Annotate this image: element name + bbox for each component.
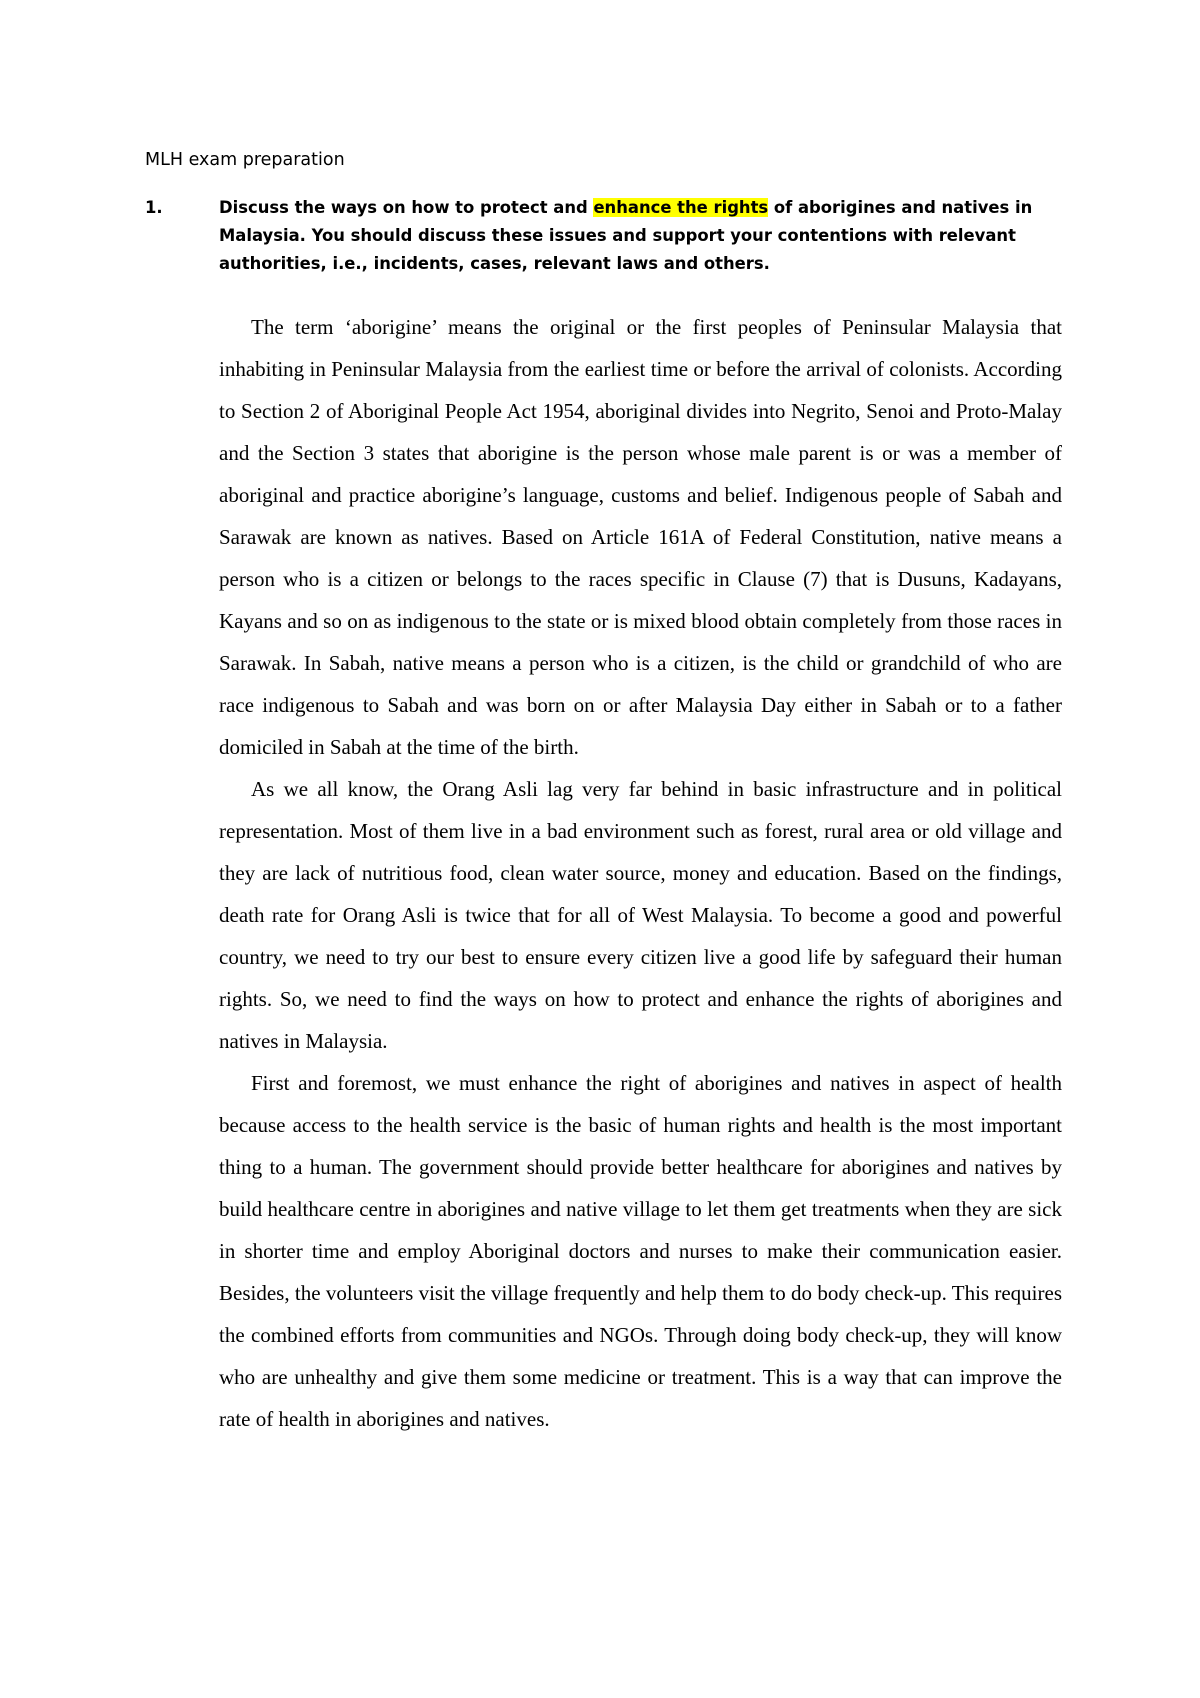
question-number: 1.: [145, 198, 163, 217]
document-heading: MLH exam preparation: [145, 150, 345, 170]
highlighted-phrase: enhance the rights: [593, 198, 769, 217]
question-text: [219, 194, 1037, 278]
question-text-end: of aborigines and natives in Malaysia. You should discuss these issues and support your contentions with relevant authorities, i.e., incidents, cases, relevant laws and others.: [219, 198, 1033, 273]
paragraph-health: First and foremost, we must enhance the right of aborigines and natives in aspect of health because access to the health service is the basic of human rights and health is the most important thing to a human. The government should provide better healthcare for aborigines and natives by build healthcare centre in aborigines and native village to let them get treatments when they are sick in shorter time and employ Aboriginal doctors and nurses to make their communication easier. Besides, the volunteers visit the village frequently and help them to do body check-up. This requires the combined efforts from communities and NGOs. Through doing body check-up, they will know who are unhealthy and give them some medicine or treatment. This is a way that can improve the rate of health in aborigines and natives.: [219, 1071, 1062, 1431]
question-text-start: Discuss the ways on how to protect and: [219, 198, 594, 217]
essay-body: [219, 306, 1062, 1440]
paragraph-background: As we all know, the Orang Asli lag very far behind in basic infrastructure and in political representation. Most of them live in a bad environment such as forest, rural area or old village and they are lack of nutritious food, clean water source, money and education. Based on the findings, death rate for Orang Asli is twice that for all of West Malaysia. To become a good and powerful country, we need to try our best to ensure every citizen live a good life by safeguard their human rights. So, we need to find the ways on how to protect and enhance the rights of aborigines and natives in Malaysia.: [219, 777, 1062, 1053]
question-item: [145, 194, 1045, 278]
paragraph-definition: The term ‘aborigine’ means the original or the first peoples of Peninsular Malaysia that inhabiting in Peninsular Malaysia from the earliest time or before the arrival of colonists. According to Section 2 of Aboriginal People Act 1954, aboriginal divides into Negrito, Senoi and Proto-Malay and the Section 3 states that aborigine is the person whose male parent is or was a member of aboriginal and practice aborigine’s language, customs and belief. Indigenous people of Sabah and Sarawak are known as natives. Based on Article 161A of Federal Constitution, native means a person who is a citizen or belongs to the races specific in Clause (7) that is Dusuns, Kadayans, Kayans and so on as indigenous to the state or is mixed blood obtain completely from those races in Sarawak. In Sabah, native means a person who is a citizen, is the child or grandchild of who are race indigenous to Sabah and was born on or after Malaysia Day either in Sabah or to a father domiciled in Sabah at the time of the birth.: [219, 315, 1062, 759]
